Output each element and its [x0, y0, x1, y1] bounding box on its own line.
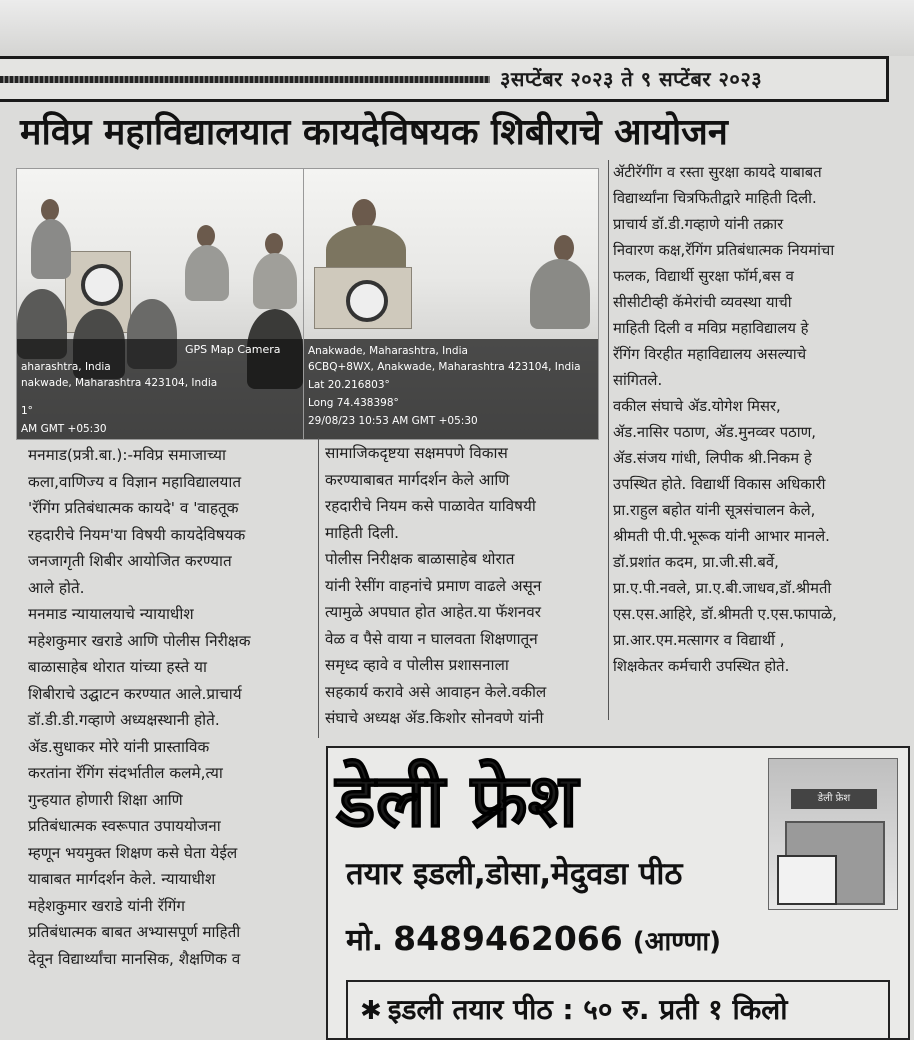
advertisement [326, 746, 910, 1040]
gps-timestamp: AM GMT +05:30 [21, 423, 107, 435]
gps-timestamp: 29/08/23 10:53 AM GMT +05:30 [308, 415, 478, 427]
phone-number: 8489462066 [393, 919, 623, 958]
gps-address: 6CBQ+8WX, Anakwade, Maharashtra 423104, India [308, 361, 581, 373]
guest [530, 259, 590, 329]
article-column-3: ॲटीरॅगींग व रस्ता सुरक्षा कायदे याबाबत विद्यार्थ्यांना चित्रफितीद्वारे माहिती दिली. प्राचार्य डॉ.डी.गव्हाणे यांनी तक्रार निवारण कक्ष,रॅगिंग प्रतिबंधात्मक नियमांचा फलक, विद्यार्थी सुरक्षा फॉर्म,बस व सीसीटीव्ही कॅमेरांची व्यवस्था याची माहिती दिली व मविप्र महाविद्यालय हे रॅगिंग विरहीत महाविद्यालय असल्याचे सांगितले. वकील संघाचे ॲड.योगेश मिसर, ॲड.नासिर पठाण, ॲड.मुनव्वर पठाण, ॲड.संजय गांधी, लिपीक श्री.निकम हे उपस्थित होते. विद्यार्थी विकास अधिकारी प्रा.राहुल बहोत यांनी सूत्रसंचालन केले, श्रीमती पी.पी.भूरूक यांनी आभार मानले. डॉ.प्रशांत कदम, प्रा.जी.सी.बर्वे, प्रा.ए.पी.नवले, प्रा.ए.बी.जाधव,डॉ.श्रीमती एस.एस.आहिरे, डॉ.श्रीमती ए.एस.फापाळे, प्रा.आर.एम.मत्सागर व विद्यार्थी , शिक्षकेतर कर्मचारी उपस्थित होते. [613, 164, 837, 675]
gps-coordinates: 1° [21, 405, 33, 417]
shop-signboard: डेली फ्रेश [791, 789, 877, 809]
phone-label: मो. [346, 923, 384, 958]
page-top-margin [0, 0, 914, 56]
gps-location: Anakwade, Maharashtra, India [308, 345, 468, 357]
ad-tagline: तयार इडली,डोसा,मेदुवडा पीठ [346, 856, 683, 892]
shop-board [777, 855, 837, 905]
shop-photo [768, 758, 898, 910]
gps-location: aharashtra, India [21, 361, 111, 373]
event-photo-right [303, 168, 599, 440]
price-line [360, 990, 787, 1028]
price-text: इडली तयार पीठ : ५० रु. प्रती १ किलो [387, 993, 788, 1026]
masthead-rule [0, 76, 490, 83]
guest-head [197, 225, 215, 247]
article-column-1: मनमाड(प्रत्री.बा.):-मविप्र समाजाच्या कला,वाणिज्य व विज्ञान महाविद्यालयात 'रॅगिंग प्रतिबंधात्मक कायदे' व 'वाहतूक रहदारीचे नियम'या विषयी कायदेविषयक जनजागृती शिबीर आयोजित करण्यात आले होते. मनमाड न्यायालयाचे न्यायाधीश महेशकुमार खराडे आणि पोलीस निरीक्षक बाळासाहेब थोरात यांच्या हस्ते या शिबीराचे उद्घाटन करण्यात आले.प्राचार्य डॉ.डी.डी.गव्हाणे अध्यक्षस्थानी होते. ॲड.सुधाकर मोरे यांनी प्रास्ताविक करतांना रॅगिंग संदर्भातील कलमे,त्या गुन्हयात होणारी शिक्षा आणि प्रतिबंधात्मक स्वरूपात उपाययोजना म्हणून भयमुक्त शिक्षण कसे घेता येईल याबाबत मार्गदर्शन केले. न्यायाधीश महेशकुमार खराडे यांनी रॅगिंग प्रतिबंधात्मक बाबत अभ्यासपूर्ण माहिती देवून विद्यार्थ्यांचा मानसिक, शैक्षणिक व [28, 446, 251, 968]
podium [314, 267, 412, 329]
guest [253, 253, 297, 309]
guest-head [265, 233, 283, 255]
college-emblem-icon [81, 264, 123, 306]
gps-overlay [304, 339, 598, 439]
article-column-2: सामाजिकदृष्टया सक्षमपणे विकास करण्याबाबत मार्गदर्शन केले आणि रहदारीचे नियम कसे पाळावेत याविषयी माहिती दिली. पोलीस निरीक्षक बाळासाहेब थोरात यांनी रेसींग वाहनांचे प्रमाण वाढले असून त्यामुळे अपघात होत आहेत.या फॅशनवर वेळ व पैसे वाया न घालवता शिक्षणातून समृध्द व्हावे व पोलीस प्रशासनाला सहकार्य करावे असे आवाहन केले.वकील संघाचे अध्यक्ष ॲड.किशोर सोनवणे यांनी [325, 444, 547, 727]
price-box [346, 980, 890, 1040]
speaker [31, 219, 71, 279]
guest-head [554, 235, 574, 261]
ad-brand-name: डेली फ्रेश [336, 758, 579, 844]
gps-overlay [17, 339, 303, 439]
masthead-band [0, 56, 889, 102]
star-icon: ✱ [360, 996, 382, 1026]
contact-name: (आण्णा) [632, 927, 721, 957]
gps-camera-tag: GPS Map Camera [185, 343, 281, 356]
issue-date: ३सप्टेंबर २०२३ ते ९ सप्टेंबर २०२३ [500, 67, 763, 91]
column-divider [608, 160, 609, 720]
article-headline: मविप्र महाविद्यालयात कायदेविषयक शिबीराचे आयोजन [20, 111, 728, 153]
gps-longitude: Long 74.438398° [308, 397, 399, 409]
college-emblem-icon [346, 280, 388, 322]
column-divider [318, 438, 319, 738]
event-photo-left [16, 168, 304, 440]
gps-address: nakwade, Maharashtra 423104, India [21, 377, 218, 389]
ad-phone [346, 918, 721, 959]
gps-latitude: Lat 20.216803° [308, 379, 390, 391]
guest [185, 245, 229, 301]
speaker-head [41, 199, 59, 221]
